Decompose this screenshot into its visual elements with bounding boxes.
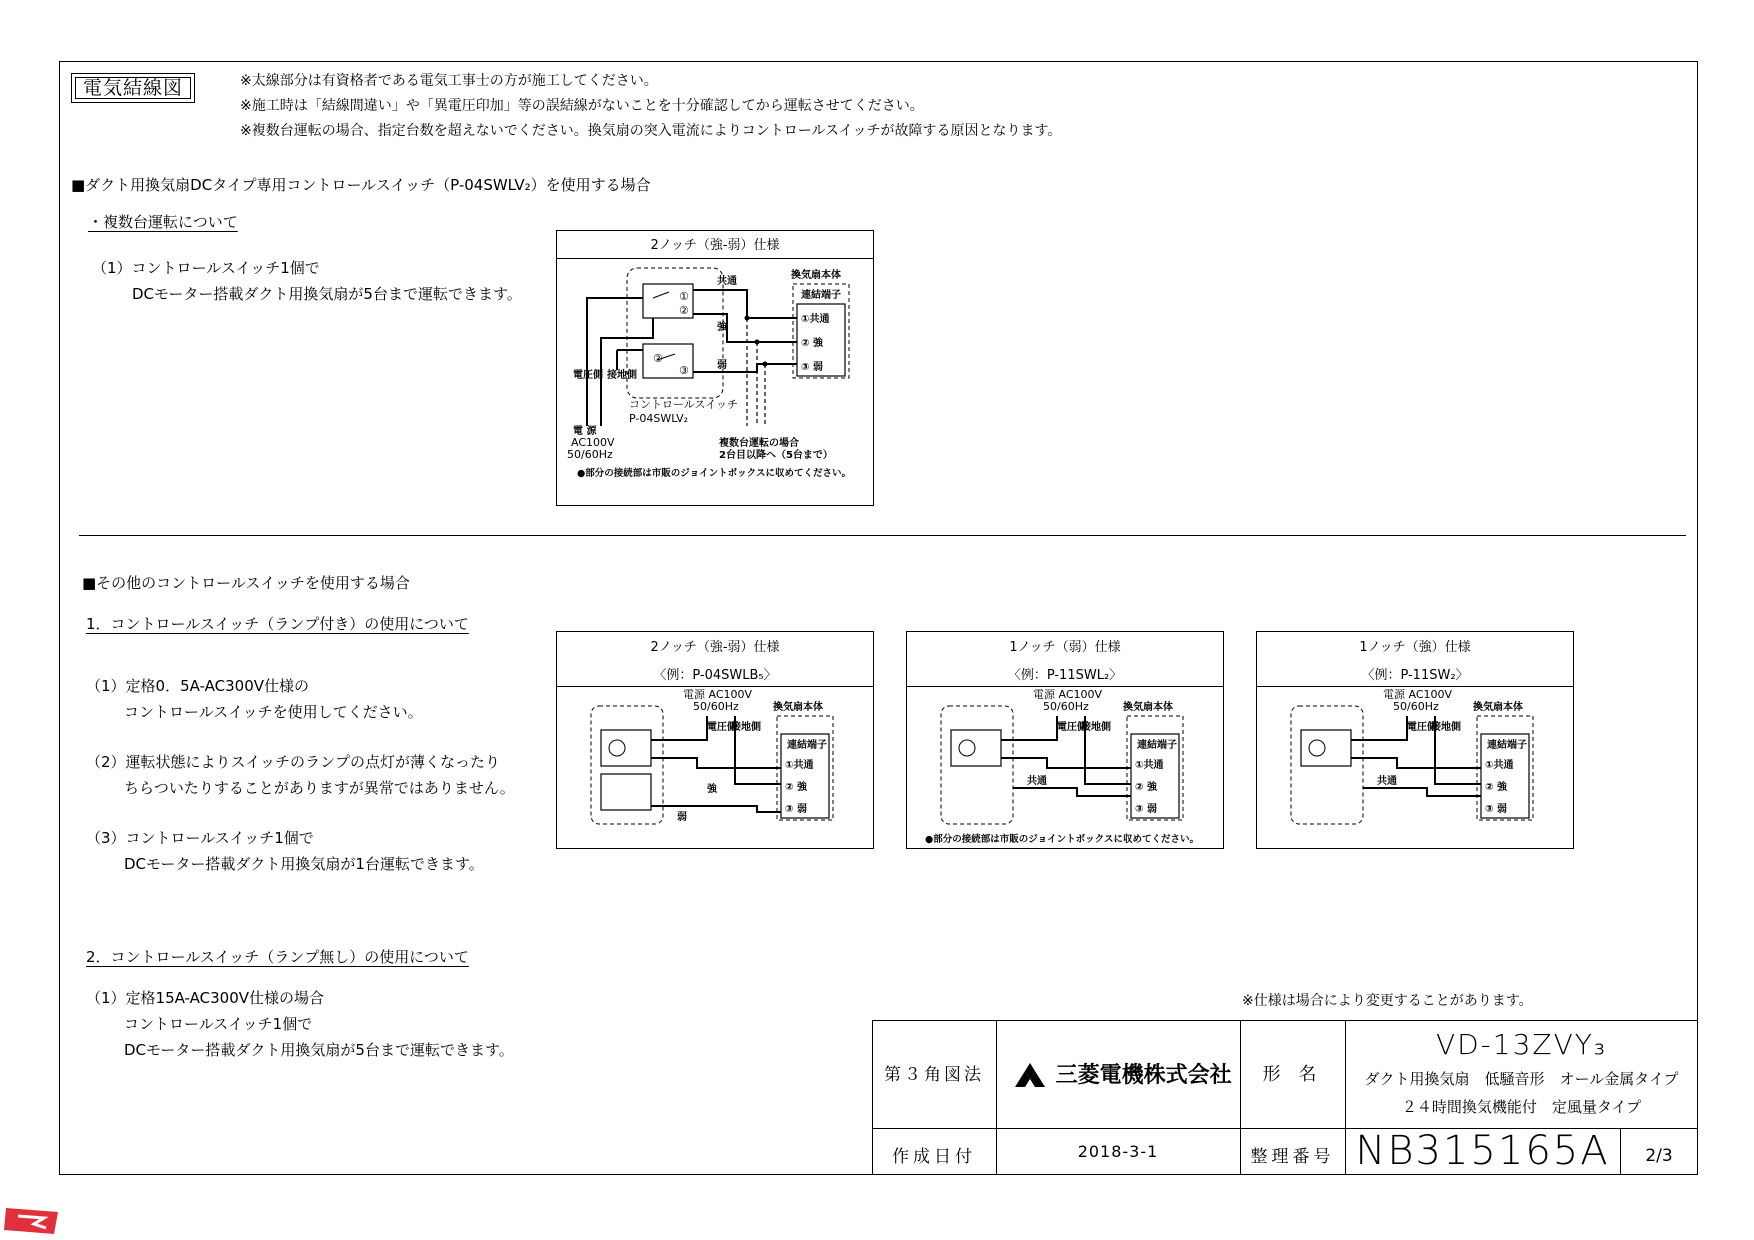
s1-item1-line2: コントロールスイッチを使用してください。: [124, 703, 423, 721]
power-label: 電源 AC100V: [1033, 688, 1103, 701]
multi-unit-label-1: 複数台運転の場合: [719, 438, 799, 449]
diagram-title: 2ノッチ（強-弱）仕様: [650, 238, 780, 253]
junction-box-footnote: ●部分の接続部は市販のジョイントボックスに収めてください。: [577, 468, 852, 479]
power-label-3: 50/60Hz: [567, 448, 613, 461]
number-label: 整理番号: [1250, 1147, 1335, 1167]
fan-body-label: 換気扇本体: [1123, 702, 1173, 713]
section2-sub2: 2．コントロールスイッチ（ランプ無し）の使用について: [86, 948, 469, 966]
mitsubishi-logo-icon: [1012, 1061, 1048, 1091]
diagram-wiring-svg: [1257, 688, 1573, 848]
fan-body-label: 換気扇本体: [773, 702, 823, 713]
drawing-number: NB315165A: [1355, 1128, 1610, 1174]
wiring-diagram-1notch-weak: [906, 631, 1224, 849]
switch-name-1: コントロールスイッチ: [629, 398, 739, 411]
projection-method: 第３角図法: [884, 1065, 984, 1085]
section1-heading: ■ダクト用換気扇DCタイプ専用コントロールスイッチ（P-04SWLV₂）を使用する場合: [71, 176, 651, 194]
voltage-side-label: 電圧側: [1407, 722, 1437, 733]
wiring-diagram-p04swlv2: [556, 230, 874, 506]
ground-side-label: 接地側: [731, 722, 761, 733]
terminal-weak: ③ 弱: [785, 804, 807, 815]
wire-label: 強: [707, 784, 717, 795]
note-3: ※複数台運転の場合、指定台数を超えないでください。換気扇の突入電流によりコントロールスイッチが故障する原因となります。: [240, 123, 1062, 139]
model-description-2: ２４時間換気機能付 定風量タイプ: [1401, 1098, 1642, 1116]
company-name: 三菱電機株式会社: [1055, 1063, 1232, 1088]
ground-side-label: 接地側: [1431, 722, 1461, 733]
page-number: 2/3: [1645, 1146, 1673, 1166]
terminal-common: ①共通: [1135, 760, 1164, 771]
wire-label: 共通: [1377, 776, 1397, 787]
terminal-common: ①共通: [1485, 760, 1514, 771]
wire-weak-label: 弱: [677, 812, 687, 823]
date-label: 作成日付: [892, 1147, 976, 1167]
wire-label: 共通: [1027, 776, 1047, 787]
diagram-title: 2ノッチ（強-弱）仕様: [650, 640, 780, 655]
section2-sub1: 1．コントロールスイッチ（ランプ付き）の使用について: [86, 615, 469, 633]
multi-unit-label-2: 2台目以降へ（5台まで）: [719, 450, 833, 461]
wiring-diagram-svg: [557, 258, 873, 506]
terminal-strong: ② 強: [801, 338, 823, 349]
s1-item3-line1: （3）コントロールスイッチ1個で: [86, 829, 314, 847]
note-2: ※施工時は「結線間違い」や「異電圧印加」等の誤結線がないことを十分確認してから運転させてください。: [240, 98, 924, 114]
power-frequency: 50/60Hz: [693, 700, 739, 713]
voltage-side-label: 電圧側: [573, 370, 603, 381]
power-frequency: 50/60Hz: [1043, 700, 1089, 713]
fan-body-label: 換気扇本体: [791, 270, 841, 281]
model-name: VD-13ZVY₃: [1435, 1028, 1608, 1061]
terminal-strong: ② 強: [785, 782, 807, 793]
terminal-weak: ③ 弱: [1135, 804, 1157, 815]
wire-common-label: 共通: [717, 276, 737, 287]
terminal-label: 連結端子: [1487, 740, 1527, 751]
section2-heading: ■その他のコントロールスイッチを使用する場合: [82, 574, 410, 592]
diagram-example: 〈例：P-04SWLB₅〉: [653, 668, 777, 683]
section1-item1-line1: （1）コントロールスイッチ1個で: [92, 259, 320, 277]
drawing-title: 電気結線図: [75, 77, 191, 99]
ground-side-label: 接地側: [607, 370, 637, 381]
s1-item2-line1: （2）運転状態によりスイッチのランプの点灯が薄くなったり: [86, 753, 500, 771]
diagram-example: 〈例：P-11SWL₂〉: [1007, 668, 1123, 683]
wire-strong-label: 強: [717, 322, 727, 333]
spec-change-note: ※仕様は場合により変更することがあります。: [1242, 993, 1533, 1009]
terminal-label: 連結端子: [1137, 740, 1177, 751]
diagram-title: 1ノッチ（強）仕様: [1359, 640, 1471, 655]
diagram-example: 〈例：P-11SW₂〉: [1361, 668, 1469, 683]
diagram-wiring-svg: [557, 688, 873, 848]
ground-side-label: 接地側: [1081, 722, 1111, 733]
terminal-label: 連結端子: [801, 290, 841, 301]
switch-name-2: P-04SWLV₂: [629, 412, 689, 425]
diagram-footnote: ●部分の接続部は市販のジョイントボックスに収めてください。: [925, 834, 1200, 845]
terminal-label: 連結端子: [787, 740, 827, 751]
switch1-terminal-2: ②: [679, 304, 689, 317]
section1-item1-line2: DCモーター搭載ダクト用換気扇が5台まで運転できます。: [132, 285, 522, 303]
terminal-weak: ③ 弱: [801, 362, 823, 373]
diagram-wiring-svg: [907, 688, 1223, 848]
section1-subheading: ・複数台運転について: [88, 213, 238, 231]
wiring-diagram-1notch-strong: [1256, 631, 1574, 849]
s1-item2-line2: ちらついたりすることがありますが異常ではありません。: [124, 779, 515, 797]
s2-item1-line3: DCモーター搭載ダクト用換気扇が5台まで運転できます。: [124, 1041, 514, 1059]
power-label-2: AC100V: [571, 436, 615, 449]
power-label: 電源 AC100V: [1383, 688, 1453, 701]
creation-date: 2018-3-1: [1077, 1142, 1159, 1161]
model-label: 形 名: [1262, 1064, 1323, 1085]
terminal-common: ①共通: [801, 314, 830, 325]
s1-item3-line2: DCモーター搭載ダクト用換気扇が1台運転できます。: [124, 855, 484, 873]
note-1: ※太線部分は有資格者である電気工事士の方が施工してください。: [240, 73, 658, 89]
model-description-1: ダクト用換気扇 低騒音形 オール金属タイプ: [1364, 1070, 1679, 1088]
diagram-title: 1ノッチ（弱）仕様: [1009, 640, 1121, 655]
wiring-diagram-2notch: [556, 631, 874, 849]
wire-weak-label: 弱: [717, 360, 727, 371]
switch2-terminal-3: ③: [679, 364, 689, 377]
power-frequency: 50/60Hz: [1393, 700, 1439, 713]
s2-item1-line2: コントロールスイッチ1個で: [124, 1015, 313, 1033]
section-divider: [79, 535, 1686, 536]
company-name-row: [1012, 1058, 1232, 1091]
voltage-side-label: 電圧側: [1057, 722, 1087, 733]
voltage-side-label: 電圧側: [707, 722, 737, 733]
terminal-weak: ③ 弱: [1485, 804, 1507, 815]
terminal-strong: ② 強: [1485, 782, 1507, 793]
switch1-terminal-1: ①: [679, 290, 689, 303]
drawing-title-box: [71, 73, 195, 103]
s1-item1-line1: （1）定格0．5A-AC300V仕様の: [86, 677, 310, 695]
switch2-terminal-2: ②: [653, 352, 663, 365]
power-label-1: 電 源: [573, 426, 597, 437]
s2-item1-line1: （1）定格15A-AC300V仕様の場合: [86, 989, 325, 1007]
fan-body-label: 換気扇本体: [1473, 702, 1523, 713]
power-label: 電源 AC100V: [683, 688, 753, 701]
terminal-common: ①共通: [785, 760, 814, 771]
corner-logo-icon: [4, 1206, 60, 1236]
terminal-strong: ② 強: [1135, 782, 1157, 793]
